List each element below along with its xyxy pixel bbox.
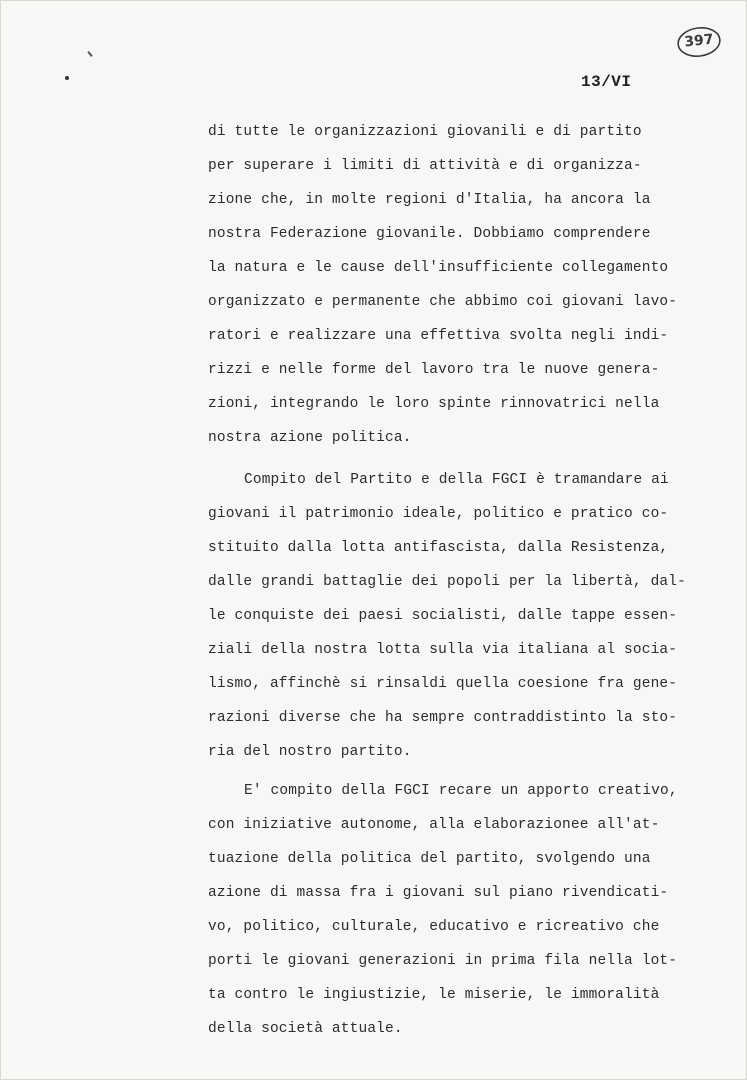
- text-line: ta contro le ingiustizie, le miserie, le immoralità: [208, 987, 660, 1003]
- text-line: di tutte le organizzazioni giovanili e di partito: [208, 124, 642, 140]
- margin-dot: [65, 76, 69, 80]
- paragraph: [208, 115, 677, 455]
- archive-stamp-number: 397: [683, 31, 715, 51]
- text-line: le conquiste dei paesi socialisti, dalle tappe essen-: [208, 608, 678, 624]
- paragraph: [208, 774, 678, 1046]
- text-line: ria del nostro partito.: [208, 744, 412, 760]
- text-line: lismo, affinchè si rinsaldi quella coesione fra gene-: [208, 676, 678, 692]
- text-line: organizzato e permanente che abbimo coi giovani lavo-: [208, 294, 678, 310]
- text-line: E' compito della FGCI recare un apporto creativo,: [244, 783, 678, 799]
- text-line: la natura e le cause dell'insufficiente collegamento: [208, 260, 669, 276]
- text-line: zioni, integrando le loro spinte rinnovatrici nella: [208, 396, 660, 412]
- text-line: razioni diverse che ha sempre contraddistinto la sto-: [208, 710, 678, 726]
- text-line: tuazione della politica del partito, svolgendo una: [208, 851, 651, 867]
- margin-mark: [87, 51, 92, 57]
- text-line: giovani il patrimonio ideale, politico e pratico co-: [208, 506, 669, 522]
- text-line: azione di massa fra i giovani sul piano rivendicati-: [208, 885, 669, 901]
- text-line: porti le giovani generazioni in prima fila nella lot-: [208, 953, 678, 969]
- archive-stamp: [676, 25, 722, 59]
- text-line: dalle grandi battaglie dei popoli per la libertà, dal-: [208, 574, 686, 590]
- text-line: stituito dalla lotta antifascista, dalla Resistenza,: [208, 540, 669, 556]
- text-line: nostra azione politica.: [208, 430, 412, 446]
- text-line: zione che, in molte regioni d'Italia, ha ancora la: [208, 192, 651, 208]
- text-line: per superare i limiti di attività e di organizza-: [208, 158, 642, 174]
- text-line: della società attuale.: [208, 1021, 403, 1037]
- text-line: con iniziative autonome, alla elaborazionee all'at-: [208, 817, 660, 833]
- page-number: 13/VI: [581, 73, 632, 91]
- paragraph: [208, 463, 686, 769]
- text-line: ziali della nostra lotta sulla via italiana al socia-: [208, 642, 678, 658]
- text-line: Compito del Partito e della FGCI è tramandare ai: [244, 472, 669, 488]
- text-line: rizzi e nelle forme del lavoro tra le nuove genera-: [208, 362, 660, 378]
- text-line: nostra Federazione giovanile. Dobbiamo comprendere: [208, 226, 651, 242]
- text-line: vo, politico, culturale, educativo e ricreativo che: [208, 919, 660, 935]
- text-line: ratori e realizzare una effettiva svolta negli indi-: [208, 328, 669, 344]
